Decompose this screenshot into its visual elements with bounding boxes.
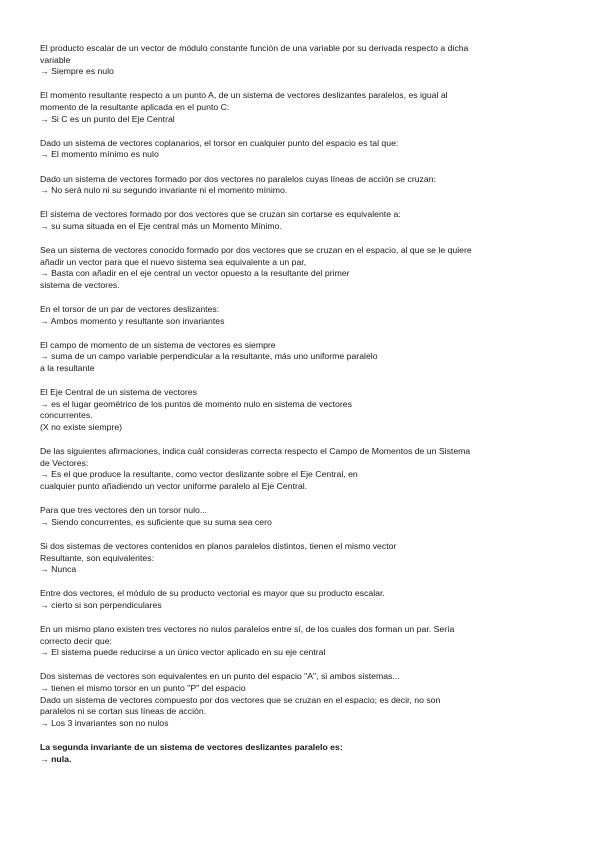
qa-block-4 bbox=[40, 174, 560, 197]
question-line: Dado un sistema de vectores formado por dos vectores no paralelos cuyas líneas de acción se cruzan: bbox=[40, 173, 436, 184]
question-line: El producto escalar de un vector de módulo constante función de una variable por su derivada respecto a dicha bbox=[40, 43, 469, 53]
qa-block-6 bbox=[40, 245, 560, 291]
answer-line: → Siempre es nulo bbox=[40, 66, 114, 77]
qa-block-7 bbox=[40, 304, 560, 327]
question-line: Entre dos vectores, el módulo de su producto vectorial es mayor que su producto escalar. bbox=[40, 588, 385, 599]
qa-block-15 bbox=[40, 671, 560, 729]
answer-line: → El momento mínimo es nulo bbox=[40, 149, 159, 160]
question-line: En un mismo plano existen tres vectores no nulos paralelos entre sí, de los cuales dos forman un par. Sería bbox=[40, 624, 455, 635]
question-line: Para que tres vectores den un torsor nulo... bbox=[40, 505, 208, 516]
answer-line: → Ambos momento y resultante son invariantes bbox=[40, 315, 225, 326]
answer-line: → suma de un campo variable perpendicular a la resultante, más uno uniforme paralelo bbox=[40, 351, 378, 362]
qa-block-5 bbox=[40, 209, 560, 232]
question-line: Dos sistemas de vectores son equivalentes en un punto del espacio "A", si ambos sistemas... bbox=[40, 671, 400, 682]
question-line: correcto decir que: bbox=[40, 635, 112, 646]
document-page bbox=[40, 43, 560, 778]
answer-line: sistema de vectores. bbox=[40, 279, 120, 290]
qa-block-11 bbox=[40, 505, 560, 528]
question-line: Dado un sistema de vectores coplanarios, el torsor en cualquier punto del espacio es tal que: bbox=[40, 137, 399, 148]
answer-line: cualquier punto añadiendo un vector uniforme paralelo al Eje Central. bbox=[40, 480, 308, 491]
question-line: Si dos sistemas de vectores contenidos en planos paralelos distintos, tienen el mismo vector bbox=[40, 540, 397, 551]
answer-line: → tienen el mismo torsor en un punto "P" del espacio bbox=[40, 683, 246, 694]
qa-block-1 bbox=[40, 43, 560, 78]
question-line: Sea un sistema de vectores conocido formado por dos vectores que se cruzan en el espacio, al que se le quiere bbox=[40, 245, 472, 256]
answer-line: concurrentes. bbox=[40, 410, 93, 421]
note-line: (X no existe siempre) bbox=[40, 422, 123, 432]
question-line: El momento resultante respecto a un punto A, de un sistema de vectores deslizantes paralelos, es igual al bbox=[40, 90, 448, 101]
qa-block-3 bbox=[40, 138, 560, 161]
answer-line: → No será nulo ni su segundo invariante ni el momento mínimo. bbox=[40, 185, 288, 196]
question-line: De las siguientes afirmaciones, indica cuál consideras correcta respecto el Campo de Momentos de un Sistema bbox=[40, 446, 471, 457]
qa-block-14 bbox=[40, 624, 560, 659]
answer-line: → Los 3 invariantes son no nulos bbox=[40, 717, 169, 728]
qa-block-10 bbox=[40, 446, 560, 492]
qa-block-9 bbox=[40, 387, 560, 433]
answer-line: a la resultante bbox=[40, 363, 95, 374]
qa-block-12 bbox=[40, 541, 560, 576]
question-line: Dado un sistema de vectores compuesto por dos vectores que se cruzan en el espacio; es decir, no son bbox=[40, 694, 441, 705]
answer-line: → Basta con añadir en el eje central un vector opuesto a la resultante del primer bbox=[40, 268, 350, 279]
answer-line: → Siendo concurrentes, es suficiente que su suma sea cero bbox=[40, 516, 272, 527]
question-line: momento de la resultante aplicada en el punto C: bbox=[40, 101, 230, 112]
answer-line: → Nunca bbox=[40, 564, 77, 575]
question-line: En el torsor de un par de vectores deslizantes: bbox=[40, 304, 220, 315]
qa-block-8 bbox=[40, 340, 560, 375]
question-line: La segunda invariante de un sistema de vectores deslizantes paralelo es: bbox=[40, 742, 343, 753]
question-line: Resultante, son equivalentes: bbox=[40, 552, 154, 563]
question-line: El campo de momento de un sistema de vectores es siempre bbox=[40, 339, 276, 350]
qa-block-13 bbox=[40, 588, 560, 611]
question-line: paralelos ni se cortan sus líneas de acción. bbox=[40, 706, 207, 717]
answer-line: → Es el que produce la resultante, como vector deslizante sobre el Eje Central, en bbox=[40, 469, 358, 480]
answer-line: → nula. bbox=[40, 753, 72, 764]
answer-line: → Si C es un punto del Eje Central bbox=[40, 113, 175, 124]
answer-line: → El sistema puede reducirse a un único vector aplicado en su eje central bbox=[40, 647, 326, 658]
answer-line: → cierto si son perpendiculares bbox=[40, 599, 162, 610]
qa-block-16 bbox=[40, 742, 560, 765]
answer-line: → es el lugar geométrico de los puntos de momento nulo en sistema de vectores bbox=[40, 398, 352, 409]
question-line: variable bbox=[40, 54, 71, 65]
question-line: añadir un vector para que el nuevo sistema sea equivalente a un par, bbox=[40, 256, 307, 267]
question-line: El sistema de vectores formado por dos vectores que se cruzan sin cortarse es equivalente a: bbox=[40, 209, 401, 220]
answer-line: → su suma situada en el Eje central más un Momento Mínimo. bbox=[40, 220, 282, 231]
question-line: de Vectores: bbox=[40, 457, 89, 468]
question-line: El Eje Central de un sistema de vectores bbox=[40, 387, 197, 398]
qa-block-2 bbox=[40, 90, 560, 125]
